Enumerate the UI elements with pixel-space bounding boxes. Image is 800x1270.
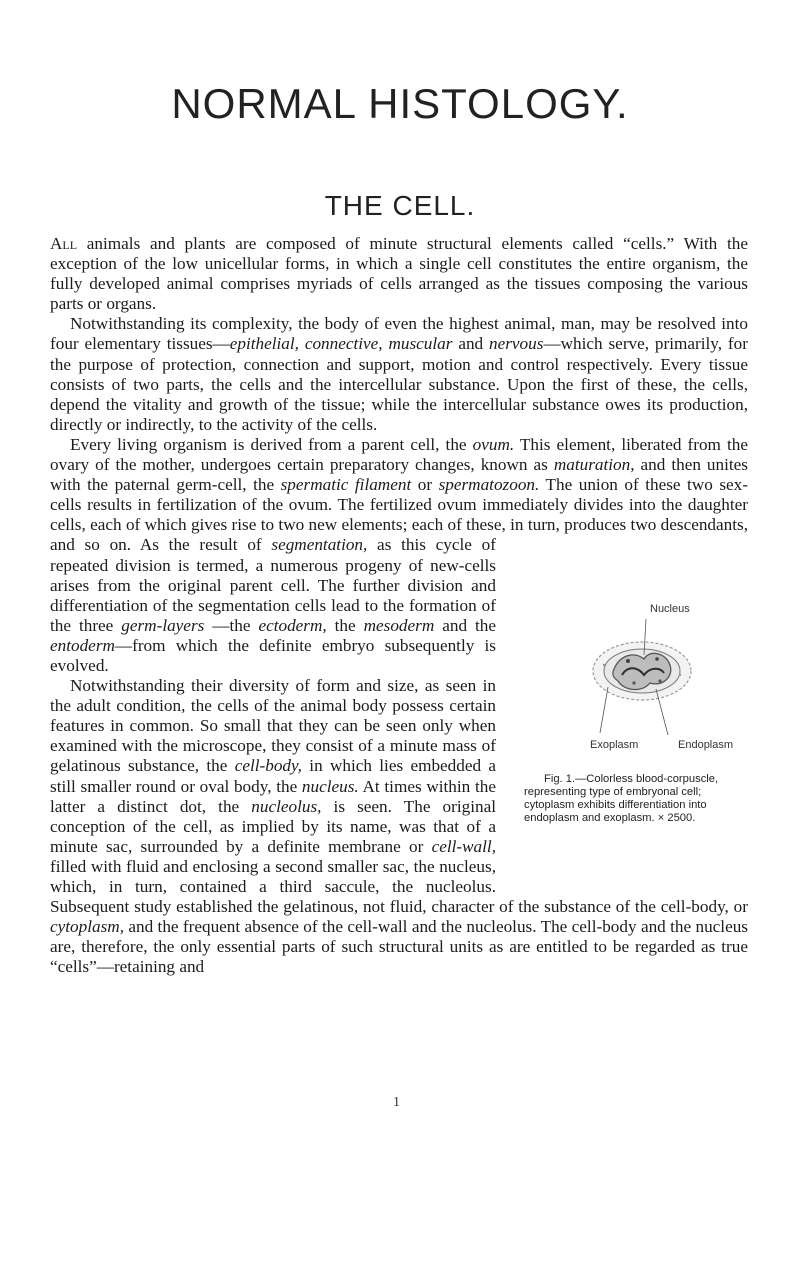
paragraph-2: Notwithstanding its complexity, the body of even the highest animal, man, may be resolved into four elementary tissues—epithelial, connective, muscular and nervous—which serve, primarily, for the purpose of protection, connection and support, motion and control respectively. Every tissue consists of two parts, the cells and the intercellular substance. Upon the first of these, the cells, depend the vitality and growth of the tissue; while the intercellular substance owes its production, directly or indirectly, to the activity of the cells. — [50, 314, 748, 434]
paragraph-1-first-word: All — [50, 234, 78, 253]
figure-caption: Fig. 1.—Colorless blood-corpuscle, representing type of embryonal cell; cytoplasm exhibits differentiation into endoplasm and exoplasm. × 2500. — [524, 773, 719, 824]
page-number: 1 — [393, 1095, 400, 1110]
paragraph-1: All animals and plants are composed of minute structural elements called “cells.” With the exception of the low unicellular forms, in which a single cell constitutes the entire organism, the fully developed animal comprises myriads of cells arranged as the tissues composing the various parts or organs. — [50, 234, 748, 314]
paragraph-4: Notwithstanding their diversity of form and size, as seen in the adult condition, the cells of the animal body possess certain features in common. So small that they can be seen only when examined with the microscope, they consist of a minute mass of gelatinous substance, the cell-body, in which lies embedded a still smaller round or oval body, the nucleus. At times within the latter a distinct dot, the nucleolus, is seen. The original conception of the cell, as implied by its name, was that of a minute sac, surrounded by a definite membrane or cell-wall, filled with fluid and enclosing a second smaller sac, the nucleus, which, in turn, contained a third saccule, the nucleolus. Subsequent study established the gelatinous, not fluid, character of the substance of the cell-body, or cytoplasm, and the frequent absence of the cell-wall and the nucleolus. The cell-body and the nucleus are, therefore, the only essential parts of such structural units as are entitled to be regarded as true “cells”—retaining and — [50, 676, 748, 977]
body-text — [50, 234, 748, 977]
book-title: NORMAL HISTOLOGY. — [171, 80, 629, 127]
blood-corpuscle-illustration — [510, 537, 748, 882]
section-title: THE CELL. — [324, 190, 476, 221]
figure-blood-corpuscle — [510, 537, 748, 882]
paragraph-3: Every living organism is derived from a parent cell, the ovum. This element, liberated from the ovary of the mother, undergoes certain preparatory changes, known as maturation, and then unites with the paternal germ-cell, the spermatic filament or spermatozoon. The union of these two sex-cells results in fertilization of the ovum. The fertilized ovum immediately divides into the daughter cells, each of which gives rise to two new elements; each of these, in turn, produces two descendants, and so on. As the result of Nucleus Exoplasm Endoplasm Fig. 1.—Colorless blood-corpuscle, representing type of embryonal cell; cytoplasm exhibits differentiation into endoplasm and exoplasm. × 2500. segmentation, as this cycle of repeated division is termed, a numerous progeny of new-cells arises from the original parent cell. The further division and differentiation of the segmentation cells lead to the formation of the three germ-layers —the ectoderm, the mesoderm and the entoderm—from which the definite embryo subsequently is evolved. — [50, 435, 748, 676]
label-nucleus: Nucleus — [650, 603, 690, 616]
label-exoplasm: Exoplasm — [590, 739, 639, 752]
label-endoplasm: Endoplasm — [678, 739, 734, 752]
